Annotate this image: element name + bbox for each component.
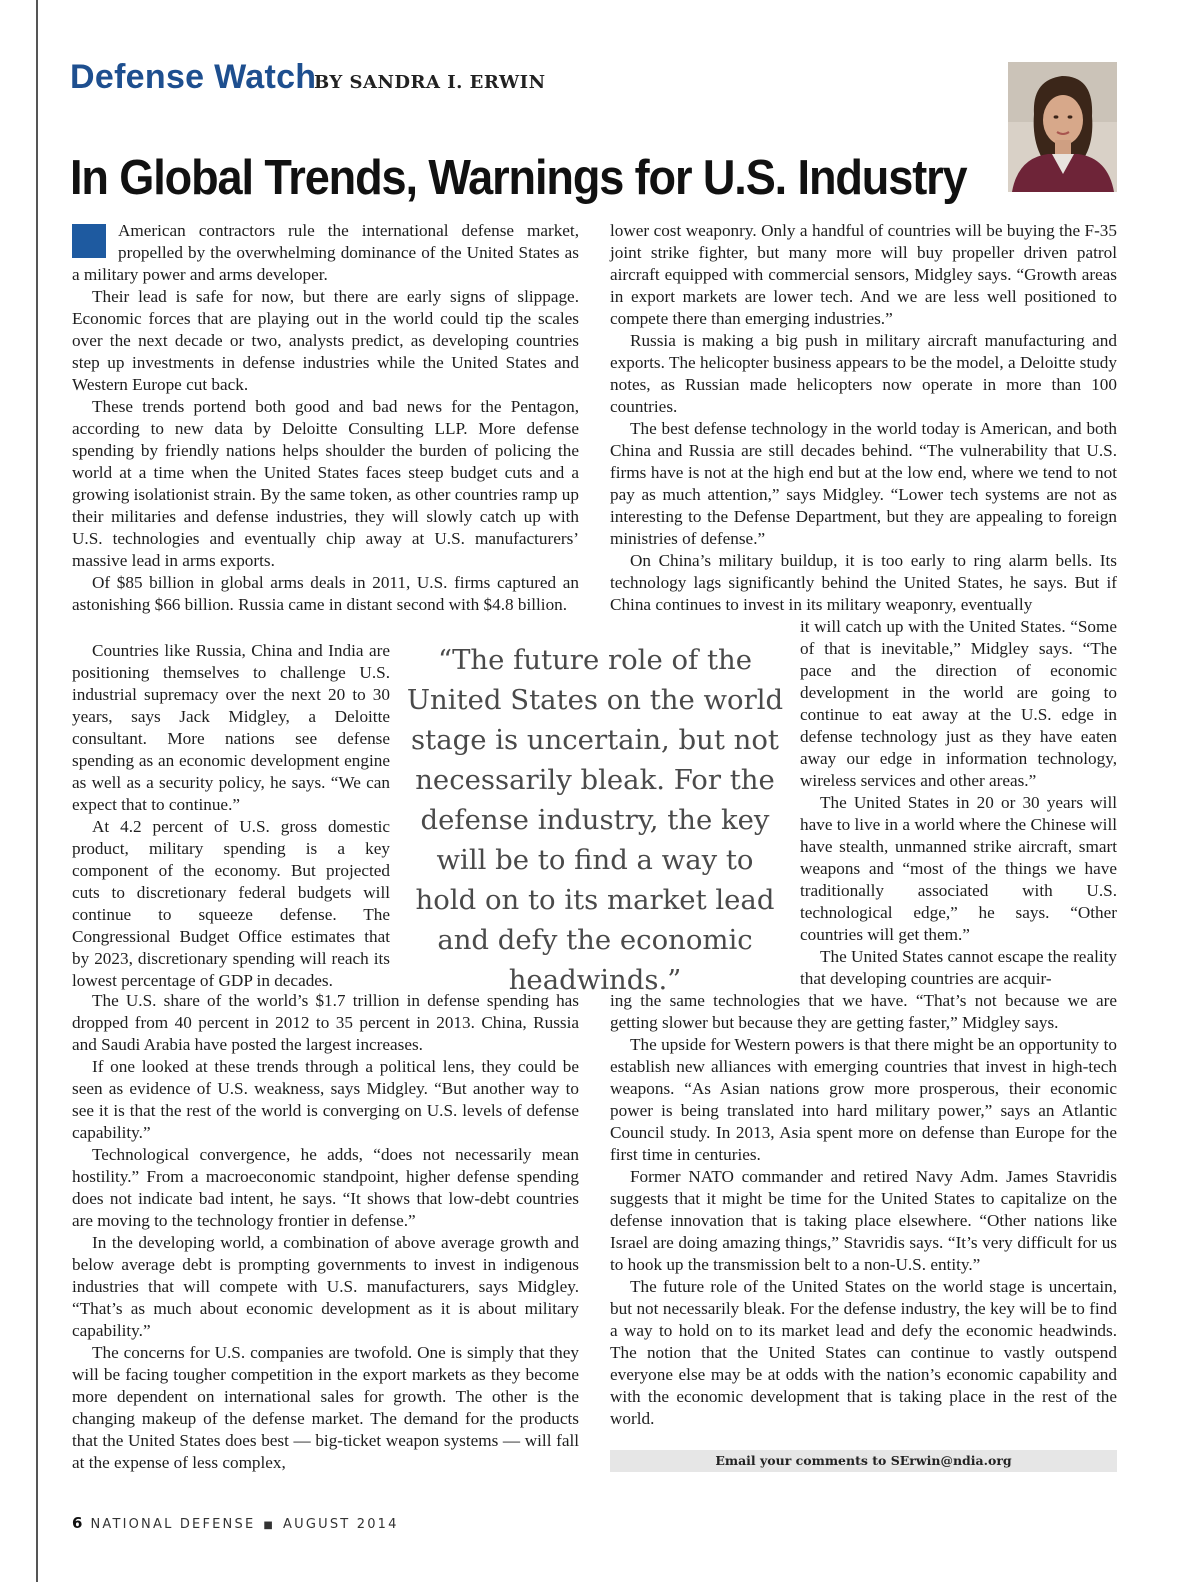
paragraph: The United States cannot escape the reality that developing countries are acquir- [800,947,1117,988]
paragraph: Former NATO commander and retired Navy Adm. James Stavridis suggests that it might be time for the United States to capitalize on the defense innovation that is taking place elsewhere. “Other nations like Israel are doing amazing things,” Stavridis says. “It’s very difficult for us to hook up the transmission belt to a non-U.S. entity.” [610,1167,1117,1274]
email-link[interactable]: SErwin@ndia.org [890,1453,1012,1468]
pull-quote: “The future role of the United States on the world stage is uncertain, but not necessarily bleak. For the defense industry, the key will be to find a way to hold on to its market lead and defy the economic headwinds.” [406,644,784,996]
author-photo [1008,62,1117,192]
drop-square-icon [72,224,106,258]
page-number: 6 [72,1514,83,1532]
paragraph: Technological convergence, he adds, “does not necessarily mean hostility.” From a macroeconomic standpoint, higher defense spending does not indicate bad intent, he says. “It shows that low-debt countries are moving to the technology frontier in defense.” [72,1145,579,1230]
column-right-middle [800,616,1117,990]
publication-name: NATIONAL DEFENSE [90,1517,256,1532]
email-prefix: Email your comments to [715,1453,891,1468]
column-right-top [610,220,1117,616]
paragraph: Of $85 billion in global arms deals in 2011, U.S. firms captured an astonishing $66 billion. Russia came in distant second with $4.8 billion. [72,573,579,614]
page-footer [72,1514,399,1532]
column-right-bottom [610,990,1117,1430]
headline: In Global Trends, Warnings for U.S. Industry [70,151,967,205]
issue-date: AUGUST 2014 [283,1517,399,1532]
paragraph: it will catch up with the United States. “Some of that is inevitable,” Midgley says. “The pace and the direction of economic development in the world are going to continue to eat away at the U.S. edge in defense technology just as they have eaten away our edge in information technology, wireless services and other areas.” [800,617,1117,790]
paragraph: The upside for Western powers is that there might be an opportunity to establish new alliances with emerging countries that invest in high-tech weapons. “As Asian nations grow more prosperous, their economic power is being translated into hard military power,” says an Atlantic Council study. In 2013, Asia spent more on defense than Europe for the first time in centuries. [610,1035,1117,1164]
paragraph: If one looked at these trends through a political lens, they could be seen as evidence of U.S. weakness, says Midgley. “But another way to see it is that the rest of the world is converging on U.S. levels of defense capability.” [72,1057,579,1142]
paragraph: The future role of the United States on the world stage is uncertain, but not necessarily bleak. For the defense industry, the key will be to find a way to hold on to its market lead and defy the economic headwinds. The notion that the United States can continue to vastly outspend everyone else may be at odds with the nation’s economic capability and with the economic development that is taking place in the rest of the world. [610,1277,1117,1428]
paragraph: ing the same technologies that we have. “That’s not because we are getting slower but because they are getting faster,” Midgley says. [610,991,1117,1032]
byline: BY SANDRA I. ERWIN [314,72,546,93]
column-left-top [72,220,579,616]
column-left-bottom [72,990,579,1474]
paragraph: At 4.2 percent of U.S. gross domestic product, military spending is a key component of the economy. But projected cuts to discretionary federal budgets will continue to squeeze defense. The Congressional Budget Office estimates that by 2023, discretionary spending will reach its lowest percentage of GDP in decades. [72,817,390,990]
paragraph: In the developing world, a combination of above average growth and below average debt is prompting governments to invest in indigenous industries that will compete with U.S. manufacturers, says Midgley. “That’s as much about economic development as it is about military capability.” [72,1233,579,1340]
paragraph: Russia is making a big push in military aircraft manufacturing and exports. The helicopter business appears to be the model, a Deloitte study notes, as Russian made helicopters now operate in more than 100 countries. [610,331,1117,416]
column-left-middle [72,640,390,992]
paragraph: The United States in 20 or 30 years will have to live in a world where the Chinese will have stealth, unmanned strike aircraft, smart weapons and “most of the things we have traditionally associated with U.S. technological edge,” he says. “Other countries will get them.” [800,793,1117,944]
paragraph: These trends portend both good and bad news for the Pentagon, according to new data by Deloitte Consulting LLP. More defense spending by friendly nations helps shoulder the burden of policing the world at a time when the United States faces steep budget cuts and a growing isolationist strain. By the same token, as other countries ramp up their militaries and defense industries, they will slowly catch up with U.S. technologies and eventually chip away at U.S. manufacturers’ massive lead in arms exports. [72,397,579,570]
separator-square-icon: ■ [263,1520,276,1531]
paragraph: The best defense technology in the world today is American, and both China and Russia are still decades behind. “The vulnerability that U.S. firms have is not at the high end but at the low end, where we tend to not pay as much attention,” says Midgley. “Lower tech systems are not as interesting to the Defense Department, but they are appealing to foreign ministries of defense.” [610,419,1117,548]
paragraph: Their lead is safe for now, but there are early signs of slippage. Economic forces that are playing out in the world could tip the scales over the next decade or two, analysts predict, as developing countries step up investments in defense industries while the United States and Western Europe cut back. [72,287,579,394]
paragraph: On China’s military buildup, it is too early to ring alarm bells. Its technology lags significantly behind the United States, he says. But if China continues to invest in its military weaponry, eventually [610,551,1117,614]
paragraph: Countries like Russia, China and India are positioning themselves to challenge U.S. industrial supremacy over the next 20 to 30 years, says Jack Midgley, a Deloitte consultant. More nations see defense spending as an economic development engine as well as a security policy, he says. “We can expect that to continue.” [72,641,390,814]
page-margin-rule [36,0,38,1582]
paragraph: lower cost weaponry. Only a handful of countries will be buying the F-35 joint strike fighter, but many more will buy propeller driven patrol aircraft equipped with commercial sensors, Midgley says. “Growth areas in export markets are lower tech. And we are less well positioned to compete there than emerging industries.” [610,221,1117,328]
paragraph-text: American contractors rule the international defense market, propelled by the overwhelming dominance of the United States as a military power and arms developer. [72,221,579,284]
paragraph [72,220,579,286]
section-title: Defense Watch [70,58,317,96]
email-comments-bar [610,1450,1117,1472]
paragraph: The concerns for U.S. companies are twofold. One is simply that they will be facing tougher competition in the export markets as they become more dependent on international sales for growth. The other is the changing makeup of the defense market. The demand for the products that the United States does best — big-ticket weapon systems — will fall at the expense of less complex, [72,1343,579,1472]
paragraph: The U.S. share of the world’s $1.7 trillion in defense spending has dropped from 40 percent in 2012 to 35 percent in 2013. China, Russia and Saudi Arabia have posted the largest increases. [72,991,579,1054]
